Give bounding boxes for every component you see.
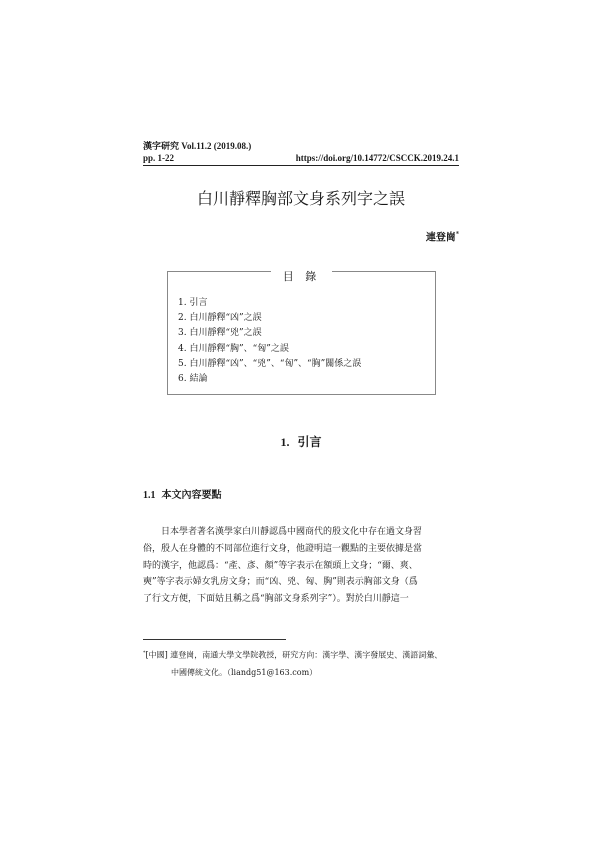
- section-number: 1.: [280, 435, 290, 449]
- footnote-line: 中國傳統文化。（liandg51@163.com）: [171, 667, 318, 677]
- author-name: 連登崗: [425, 232, 456, 244]
- toc-heading: 目 錄: [271, 270, 333, 283]
- footnote-text: [中國] 連登崗，南通大學文學院教授，研究方向：漢字學、漢字發展史、漢語詞彙、: [145, 650, 443, 660]
- footnote-line: [143, 645, 459, 664]
- subsection-number: 1.1: [143, 490, 156, 501]
- paragraph-line: 俗，殷人在身體的不同部位進行文身，他證明這一觀點的主要依據是當: [143, 543, 423, 554]
- toc-item[interactable]: 2. 白川靜釋“凶”之誤: [178, 313, 262, 324]
- subsection-title: 本文內容要點: [161, 490, 222, 501]
- table-of-contents: [167, 271, 436, 395]
- page-range: pp. 1-22: [143, 153, 175, 163]
- toc-list: [178, 296, 361, 387]
- footnote-mark: *: [143, 650, 146, 656]
- paper-title: 白川靜釋胸部文身系列字之誤: [196, 189, 405, 208]
- author-line: [300, 229, 459, 244]
- body-paragraph: [143, 524, 459, 608]
- footnote-rule: [143, 639, 286, 640]
- toc-item[interactable]: 1. 引言: [178, 298, 208, 308]
- toc-heading-wrap: [168, 265, 435, 284]
- journal-name: 漢字研究: [143, 141, 180, 151]
- author-footnote-mark: *: [455, 231, 459, 238]
- toc-item[interactable]: 3. 白川靜釋“兇”之誤: [178, 328, 262, 339]
- toc-item[interactable]: 6. 結論: [178, 374, 208, 385]
- toc-item[interactable]: 4. 白川靜釋“胸”、“匈”之誤: [178, 343, 289, 354]
- journal-volume: Vol.11.2 (2019.08.): [181, 141, 252, 151]
- toc-item[interactable]: 5. 白川靜釋“凶”、“兇”、“匈”、“胸”關係之誤: [178, 358, 362, 369]
- section-heading: [143, 433, 459, 450]
- running-header-pages-doi: [143, 153, 459, 164]
- paragraph-line: 奭”等字表示婦女乳房文身；而“凶、兇、匈、胸”則表示胸部文身（爲: [143, 577, 418, 588]
- paragraph-line: 了行文方便，下面姑且稱之爲“胸部文身系列字”）。對於白川靜這一: [143, 594, 409, 605]
- subsection-heading: [143, 486, 222, 501]
- paragraph-line: 時的漢字，他認爲：“產、彥、顏”等字表示在額頭上文身；“爾、爽、: [143, 560, 418, 571]
- paragraph-line: 日本學者著名漢學家白川靜認爲中國商代的殷文化中存在過文身習: [161, 527, 423, 537]
- section-title: 引言: [297, 435, 322, 449]
- running-header-journal: [143, 141, 459, 152]
- header-rule: [143, 165, 459, 166]
- footnote: [143, 645, 459, 681]
- doi-link[interactable]: https://doi.org/10.14772/CSCCK.2019.24.1: [295, 153, 459, 163]
